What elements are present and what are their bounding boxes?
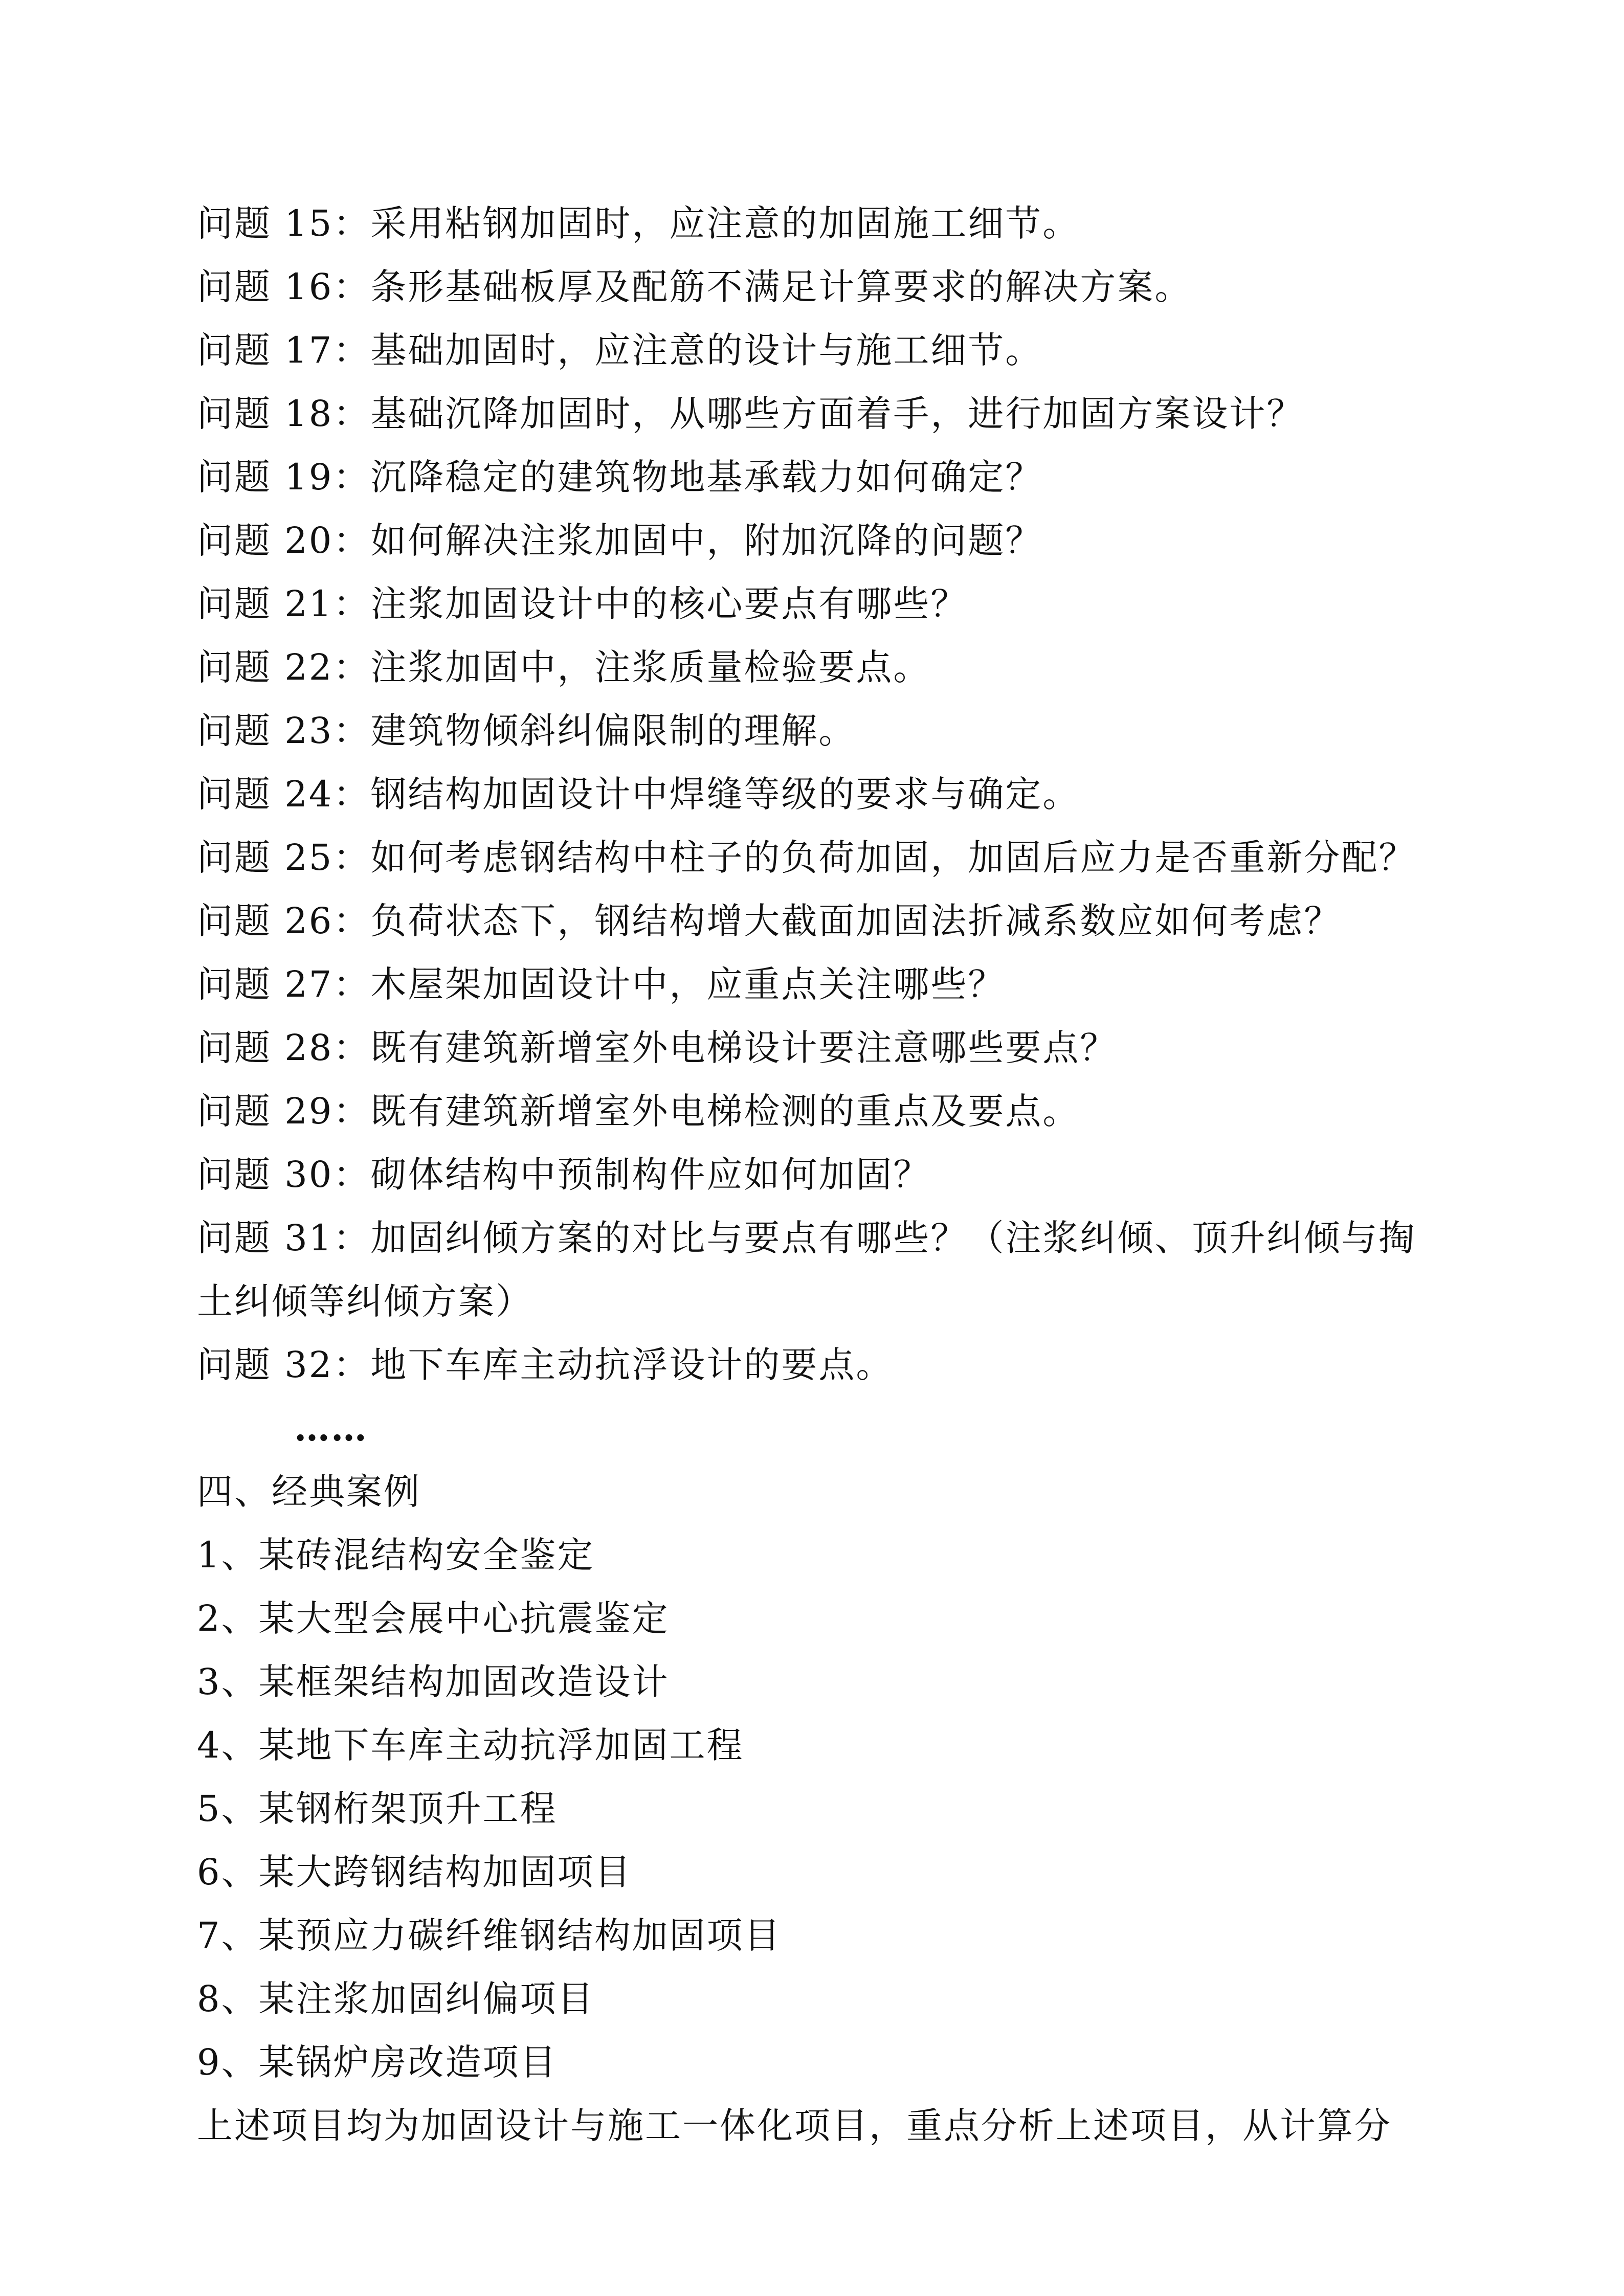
case-item: 5、某钢桁架顶升工程 — [197, 1788, 558, 1830]
question-27: 问题 27：木屋架加固设计中，应重点关注哪些？ — [197, 963, 1006, 1005]
question-19: 问题 19：沉降稳定的建筑物地基承载力如何确定？ — [197, 456, 1043, 498]
question-29: 问题 29：既有建筑新增室外电梯检测的重点及要点。 — [197, 1090, 1080, 1132]
case-item: 2、某大型会展中心抗震鉴定 — [197, 1597, 670, 1639]
question-25: 问题 25：如何考虑钢结构中柱子的负荷加固，加固后应力是否重新分配？ — [197, 837, 1416, 879]
question-16: 问题 16：条形基础板厚及配筋不满足计算要求的解决方案。 — [197, 266, 1192, 308]
closing-paragraph: 上述项目均为加固设计与施工一体化项目，重点分析上述项目，从计算分 — [197, 2105, 1392, 2147]
question-30: 问题 30：砌体结构中预制构件应如何加固？ — [197, 1154, 931, 1196]
case-item: 1、某砖混结构安全鉴定 — [197, 1534, 595, 1576]
question-18: 问题 18：基础沉降加固时，从哪些方面着手，进行加固方案设计？ — [197, 393, 1304, 435]
question-21: 问题 21：注浆加固设计中的核心要点有哪些？ — [197, 583, 968, 625]
case-item: 6、某大跨钢结构加固项目 — [197, 1851, 632, 1893]
question-15: 问题 15：采用粘钢加固时，应注意的加固施工细节。 — [197, 202, 1080, 244]
question-22: 问题 22：注浆加固中，注浆质量检验要点。 — [197, 646, 931, 688]
question-26: 问题 26：负荷状态下，钢结构增大截面加固法折减系数应如何考虑？ — [197, 900, 1342, 942]
question-23: 问题 23：建筑物倾斜纠偏限制的理解。 — [197, 710, 856, 752]
case-item: 8、某注浆加固纠偏项目 — [197, 1978, 595, 2020]
case-item: 9、某锅炉房改造项目 — [197, 2041, 558, 2083]
question-32: 问题 32：地下车库主动抗浮设计的要点。 — [197, 1344, 894, 1386]
case-item: 3、某框架结构加固改造设计 — [197, 1661, 670, 1703]
question-24: 问题 24：钢结构加固设计中焊缝等级的要求与确定。 — [197, 773, 1080, 815]
case-item: 4、某地下车库主动抗浮加固工程 — [197, 1724, 744, 1766]
question-28: 问题 28：既有建筑新增室外电梯设计要注意哪些要点？ — [197, 1027, 1118, 1069]
ellipsis: …… — [294, 1407, 368, 1449]
question-17: 问题 17：基础加固时，应注意的设计与施工细节。 — [197, 329, 1043, 371]
question-31: 问题 31：加固纠倾方案的对比与要点有哪些？（注浆纠倾、顶升纠倾与掏土纠倾等纠倾方案） — [197, 1217, 1416, 1322]
question-20: 问题 20：如何解决注浆加固中，附加沉降的问题？ — [197, 520, 1043, 561]
case-item: 7、某预应力碳纤维钢结构加固项目 — [197, 1915, 782, 1956]
section-heading: 四、经典案例 — [197, 1471, 421, 1513]
